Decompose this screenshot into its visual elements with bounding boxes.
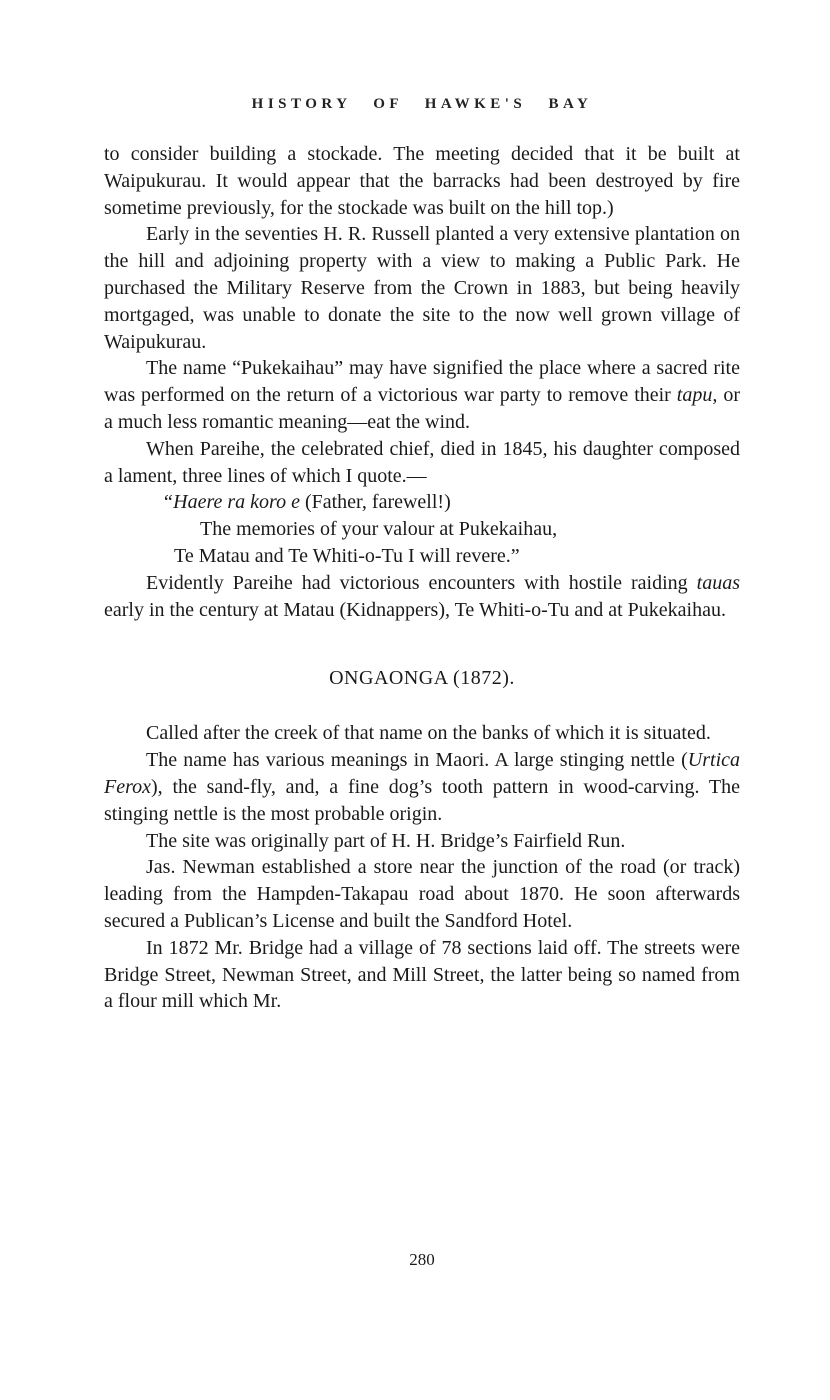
- lament-line-1-maori: “Haere ra koro e: [162, 491, 300, 514]
- encounters-italic-tauas: tauas: [696, 571, 740, 594]
- meanings-text-before: The name has various meanings in Maori. A large stinging nettle (: [146, 749, 688, 772]
- lament-line-1-translation: (Father, farewell!): [299, 491, 451, 514]
- book-page: [104, 0, 740, 1400]
- paragraph-pareihe-lament: When Pareihe, the celebrated chief, died in 1845, his daughter composed a lament, three lines of which I quote.—: [104, 437, 740, 487]
- lament-line-2: The memories of your valour at Pukekaihau,: [200, 518, 558, 541]
- paragraph-encounters: [104, 570, 740, 624]
- body-text: [104, 141, 740, 1015]
- lament-line-1: [104, 489, 740, 516]
- paragraph-pukekaihau-name: [104, 355, 740, 435]
- pukekaihau-italic-tapu: tapu,: [676, 384, 718, 407]
- paragraph-village-sections: In 1872 Mr. Bridge had a village of 78 sections laid off. The streets were Bridge Street, Newman Street, and Mill Street, the latter being so named from a flour mill which Mr.: [104, 936, 740, 1013]
- meanings-text-after: ), the sand-fly, and, a fine dog’s tooth pattern in wood-carving. The stinging nettle is the most probable origin.: [104, 775, 740, 825]
- paragraph-ongaonga-meanings: [104, 747, 740, 827]
- page-number: 280: [409, 1250, 435, 1269]
- meanings-italic-urtica: Urtica Ferox: [104, 749, 740, 798]
- encounters-text-after: early in the century at Matau (Kidnappers), Te Whiti-o-Tu and at Pukekaihau.: [104, 598, 726, 621]
- lament-quote: [104, 489, 740, 569]
- pukekaihau-text-before: The name “Pukekaihau” may have signified the place where a sacred rite was performed on the return of a victorious war party to remove their: [104, 357, 740, 407]
- paragraph-russell-plantation: Early in the seventies H. R. Russell planted a very extensive plantation on the hill and adjoining property with a view to making a Public Park. He purchased the Military Reserve from the Crown in 1883, but being heavily mortgaged, was unable to donate the site to the now well grown village of Waipukurau.: [104, 223, 740, 353]
- running-head: HISTORY OF HAWKE'S BAY: [251, 96, 593, 112]
- section-heading-ongaonga: ONGAONGA (1872).: [329, 667, 515, 690]
- paragraph-fairfield-run: The site was originally part of H. H. Bridge’s Fairfield Run.: [146, 829, 626, 852]
- lament-line-3: Te Matau and Te Whiti-o-Tu I will revere.”: [174, 544, 520, 567]
- pukekaihau-text-after: or a much less romantic meaning—eat the wind.: [104, 384, 740, 433]
- paragraph-stockade: to consider building a stockade. The meeting decided that it be built at Waipukurau. It would appear that the barracks had been destroyed by fire sometime previously, for the stockade was built on the hill top.): [104, 143, 740, 219]
- paragraph-ongaonga-creek: Called after the creek of that name on the banks of which it is situated.: [146, 722, 711, 745]
- encounters-text-before: Evidently Pareihe had victorious encounters with hostile raiding: [146, 571, 697, 594]
- paragraph-newman-store: Jas. Newman established a store near the junction of the road (or track) leading from the Hampden-Takapau road about 1870. He soon afterwards secured a Publican’s License and built the Sandford Hotel.: [104, 856, 740, 932]
